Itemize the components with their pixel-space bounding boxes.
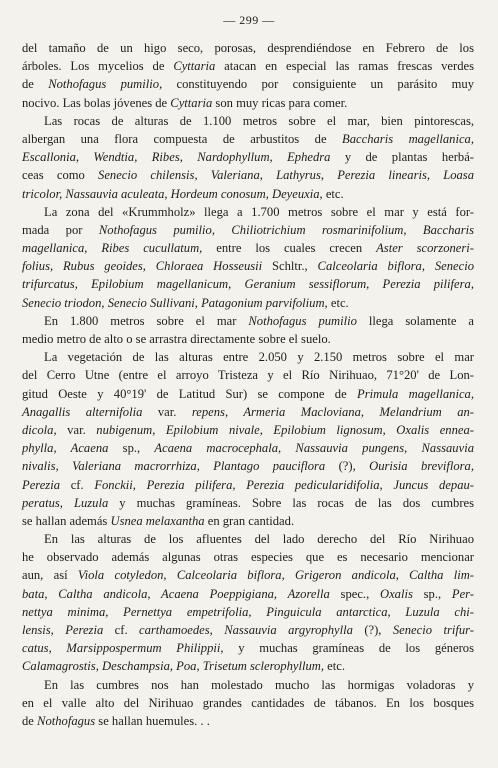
text-line: [22, 457, 474, 475]
text-span: atacan en especial las ramas frescas verdes: [215, 59, 474, 74]
text-line: [22, 148, 474, 166]
italic-span: Nothofagus: [37, 713, 96, 728]
italic-span: lensis, Perezia: [22, 623, 104, 637]
text-line: [22, 694, 474, 712]
italic-span: Baccharis magellanica,: [342, 131, 474, 146]
text-span: de: [22, 77, 49, 92]
text-line: [22, 112, 474, 130]
text-span: del tamaño de un higo seco, porosas, desprendiéndose en Febrero de los: [22, 41, 474, 55]
text-span: son muy ricas para comer.: [212, 95, 348, 110]
italic-span: trifurcatus, Epilobium magellanicum, Geranium sessiflorum, Perezia pilifera,: [22, 277, 474, 292]
text-line: [22, 512, 474, 530]
text-span: del Cerro Utne (entre el arroyo Tristeza y el Río Nirihuao, 71°20' de Lon-: [22, 368, 474, 383]
italic-span: Escallonia, Wendtia, Ribes, Nardophyllum, Ephedra: [22, 150, 331, 165]
text-span: aun, así: [22, 568, 78, 583]
italic-span: Perezia: [22, 477, 61, 492]
italic-span: repens, Armeria Macloviana, Melandrium an-: [191, 404, 474, 419]
text-line: [22, 39, 474, 57]
text-line: [22, 330, 474, 348]
italic-span: carthamoedes, Nassauvia argyrophylla: [139, 623, 353, 637]
italic-span: Calamagrostis, Deschampsia, Poa, Trisetum sclerophyllum,: [22, 659, 325, 674]
text-line: [22, 403, 474, 421]
italic-span: Per-: [451, 586, 475, 601]
text-span: Las rocas de alturas de 1.100 metros sobre el mar, bien pintorescas,: [44, 113, 474, 128]
text-line: [22, 312, 474, 330]
italic-span: tricolor, Nassauvia aculeata, Hordeum conosum, Deyeuxia,: [22, 186, 323, 201]
text-span: Schltr.,: [262, 259, 318, 274]
text-span: y muchas gramíneas. Sobre las rocas de las dos cumbres: [108, 495, 475, 510]
text-line: [22, 130, 474, 148]
text-span: se hallan huemules. . .: [95, 713, 210, 728]
italic-span: phylla, Acaena: [22, 441, 109, 456]
text-line: [22, 439, 474, 457]
text-span: gitud Oeste y 40°19' de Latitud Sur) se compone de: [22, 386, 357, 401]
text-span: En las alturas de los afluentes del lado derecho del Río Nirihuao: [44, 532, 474, 547]
text-span: cf.: [103, 623, 139, 637]
text-span: nocivo. Las bolas jóvenes de: [22, 95, 171, 110]
italic-span: bata, Caltha andicola, Acaena Poeppigiana, Azorella: [22, 586, 330, 601]
text-line: [22, 57, 474, 75]
italic-span: Primula magellanica,: [357, 386, 474, 401]
italic-span: Senecio chilensis, Valeriana, Lathyrus, Perezia linearis, Loasa: [98, 168, 474, 183]
italic-span: Senecio trifur-: [392, 623, 474, 637]
page-number: — 299 —: [223, 13, 275, 27]
italic-span: dicola,: [22, 422, 57, 437]
text-span: en el valle alto del Nirihuao grandes cantidades de tábanos. En los bosques: [22, 695, 474, 710]
text-span: etc.: [324, 659, 345, 674]
italic-span: peratus, Luzula: [22, 495, 109, 510]
text-line: [22, 75, 474, 93]
italic-span: Calceolaria biflora, Senecio: [317, 259, 474, 274]
text-span: árboles. Los mycelios de: [22, 59, 174, 74]
text-line: [22, 421, 474, 439]
text-span: ceas como: [22, 168, 99, 183]
text-span: sp.,: [108, 441, 155, 456]
italic-span: Viola cotyledon, Calceolaria biflora, Grigeron andicola, Caltha lim-: [77, 568, 474, 583]
text-line: [22, 639, 474, 657]
text-line: [22, 348, 474, 366]
italic-span: Oxalis: [379, 586, 413, 601]
text-span: etc.: [327, 295, 349, 310]
italic-span: Nothofagus pumilio, Chiliotrichium rosmarinifolium, Baccharis: [98, 222, 474, 237]
text-span: (?),: [325, 459, 370, 474]
body-text: [22, 39, 474, 730]
text-span: spec.,: [329, 586, 380, 601]
text-span: var.: [56, 422, 97, 437]
text-line: [22, 366, 474, 384]
italic-span: Cyttaria: [173, 59, 216, 74]
text-span: La zona del «Krummholz» llega a 1.700 metros sobre el mar y está for-: [44, 204, 474, 219]
text-span: llega solamente a: [356, 313, 474, 328]
italic-span: Fonckii, Perezia pilifera, Perezia pedicularidifolia, Juncus depau-: [94, 477, 474, 492]
text-line: [22, 585, 474, 603]
text-line: [22, 603, 474, 621]
italic-span: Aster scorzoneri-: [376, 241, 474, 256]
text-line: [22, 221, 474, 239]
text-span: sp.,: [412, 586, 452, 601]
text-span: albergan una flora compuesta de arbustitos de: [22, 131, 343, 146]
text-span: var.: [142, 404, 192, 419]
italic-span: Nothofagus pumilio,: [48, 77, 163, 92]
text-span: se hallan además: [22, 513, 111, 528]
italic-span: Nothofagus pumilio: [248, 313, 357, 328]
text-line: [22, 657, 474, 675]
italic-span: Ourisia breviflora,: [369, 459, 474, 474]
text-line: [22, 94, 474, 112]
text-span: La vegetación de las alturas entre 2.050 y 2.150 metros sobre el mar: [44, 350, 474, 365]
italic-span: Usnea melaxantha: [110, 513, 205, 528]
text-line: [22, 676, 474, 694]
text-span: constituyendo por consiguiente un parásito muy: [162, 77, 474, 92]
text-line: [22, 166, 474, 184]
text-line: [22, 712, 474, 730]
italic-span: Acaena macrocephala, Nassauvia pungens, Nassauvia: [154, 441, 474, 456]
italic-span: folius, Rubus geoides, Chloraea Hosseusii: [22, 259, 263, 274]
text-span: he observado además algunas otras especies que es necesario mencionar: [22, 550, 474, 565]
italic-span: nivalis, Valeriana macrorrhiza, Plantago pauciflora: [22, 459, 326, 474]
italic-span: nettya minima, Pernettya empetrifolia, Pinguicula antarctica, Luzula chi-: [22, 604, 474, 619]
italic-span: Anagallis alternifolia: [22, 404, 143, 419]
text-line: [22, 203, 474, 221]
italic-span: catus, Marsippospermum Philippii,: [22, 641, 224, 656]
text-span: etc.: [322, 186, 344, 201]
text-line: [22, 548, 474, 566]
text-span: medio metro de alto o se arrastra directamente sobre el suelo.: [22, 332, 331, 346]
text-line: [22, 621, 474, 639]
italic-span: magellanica, Ribes cucullatum,: [22, 241, 203, 256]
text-span: mada por: [22, 222, 99, 237]
text-line: [22, 239, 474, 257]
text-span: En 1.800 metros sobre el mar: [44, 313, 249, 328]
text-span: en gran cantidad.: [204, 513, 295, 528]
italic-span: Senecio triodon, Senecio Sullivani, Patagonium parvifolium,: [22, 295, 328, 310]
text-line: [22, 257, 474, 275]
text-span: cf.: [60, 477, 95, 492]
text-span: En las cumbres nos han molestado mucho las hormigas voladoras y: [44, 677, 474, 692]
text-line: [22, 566, 474, 584]
italic-span: Cyttaria: [170, 95, 213, 110]
text-line: [22, 476, 474, 494]
text-line: [22, 275, 474, 293]
text-span: y de plantas herbá-: [330, 150, 474, 165]
text-line: [22, 185, 474, 203]
text-span: de: [22, 713, 38, 728]
italic-span: nubigenum, Epilobium nivale, Epilobium lignosum, Oxalis ennea-: [96, 422, 474, 437]
text-line: [22, 494, 474, 512]
text-line: [22, 385, 474, 403]
text-span: (?),: [352, 623, 393, 637]
text-span: y muchas gramíneas de los géneros: [223, 641, 474, 656]
text-line: [22, 530, 474, 548]
text-span: entre los cuales crecen: [202, 241, 377, 256]
text-line: [22, 294, 474, 312]
